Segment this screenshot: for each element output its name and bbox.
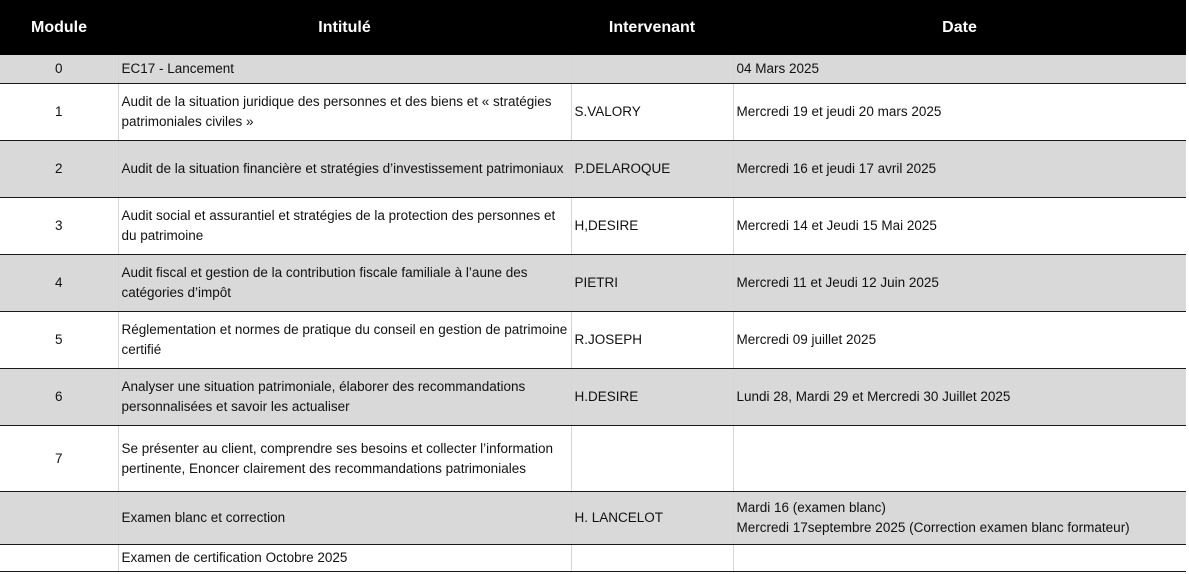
header-row <box>0 0 1186 55</box>
module-cell[interactable]: 1 <box>0 84 118 141</box>
module-cell[interactable]: 6 <box>0 369 118 426</box>
intervenant-cell[interactable] <box>571 55 733 84</box>
module-cell[interactable]: 0 <box>0 55 118 84</box>
table-row <box>0 369 1186 426</box>
header-module: Module <box>0 0 118 55</box>
table-row <box>0 84 1186 141</box>
table-row <box>0 141 1186 198</box>
header-date: Date <box>733 0 1186 55</box>
table-row <box>0 312 1186 369</box>
intervenant-cell[interactable]: H.DESIRE <box>571 369 733 426</box>
intitule-cell[interactable]: Réglementation et normes de pratique du conseil en gestion de patrimoine certifié <box>118 312 571 369</box>
header-intervenant: Intervenant <box>571 0 733 55</box>
table-row <box>0 198 1186 255</box>
date-line: Mardi 16 (examen blanc) <box>736 500 886 515</box>
date-cell[interactable] <box>733 545 1186 572</box>
module-cell[interactable]: 4 <box>0 255 118 312</box>
intervenant-cell[interactable]: H,DESIRE <box>571 198 733 255</box>
intitule-cell[interactable]: Audit de la situation financière et stratégies d’investissement patrimoniaux <box>118 141 571 198</box>
intervenant-cell[interactable]: R.JOSEPH <box>571 312 733 369</box>
intitule-cell[interactable]: Audit social et assurantiel et stratégies de la protection des personnes et du patrimoine <box>118 198 571 255</box>
module-cell[interactable]: 5 <box>0 312 118 369</box>
date-cell[interactable]: Mercredi 09 juillet 2025 <box>733 312 1186 369</box>
module-cell[interactable] <box>0 492 118 545</box>
table-row <box>0 545 1186 572</box>
intitule-cell[interactable]: Se présenter au client, comprendre ses besoins et collecter l’information pertinente, Enoncer clairement des recommandations patrimoniales <box>118 426 571 492</box>
table-row <box>0 255 1186 312</box>
date-cell[interactable]: 04 Mars 2025 <box>733 55 1186 84</box>
date-cell[interactable]: Mercredi 11 et Jeudi 12 Juin 2025 <box>733 255 1186 312</box>
header-intitule: Intitulé <box>118 0 571 55</box>
intervenant-cell[interactable]: H. LANCELOT <box>571 492 733 545</box>
module-cell[interactable]: 3 <box>0 198 118 255</box>
intitule-cell[interactable]: Audit de la situation juridique des personnes et des biens et « stratégies patrimoniales civiles » <box>118 84 571 141</box>
date-cell[interactable] <box>733 492 1186 545</box>
module-cell[interactable]: 2 <box>0 141 118 198</box>
date-cell[interactable]: Mercredi 19 et jeudi 20 mars 2025 <box>733 84 1186 141</box>
intervenant-cell[interactable] <box>571 426 733 492</box>
intitule-cell[interactable]: Analyser une situation patrimoniale, élaborer des recommandations personnalisées et savoir les actualiser <box>118 369 571 426</box>
intitule-cell[interactable]: Audit fiscal et gestion de la contribution fiscale familiale à l’aune des catégories d’impôt <box>118 255 571 312</box>
intervenant-cell[interactable]: PIETRI <box>571 255 733 312</box>
date-cell[interactable]: Mercredi 14 et Jeudi 15 Mai 2025 <box>733 198 1186 255</box>
intitule-cell[interactable]: Examen blanc et correction <box>118 492 571 545</box>
date-cell[interactable]: Mercredi 16 et jeudi 17 avril 2025 <box>733 141 1186 198</box>
intitule-cell[interactable]: Examen de certification Octobre 2025 <box>118 545 571 572</box>
table-row <box>0 55 1186 84</box>
date-cell[interactable]: Lundi 28, Mardi 29 et Mercredi 30 Juillet 2025 <box>733 369 1186 426</box>
date-line: Mercredi 17septembre 2025 (Correction examen blanc formateur) <box>736 520 1130 535</box>
intitule-cell[interactable]: EC17 - Lancement <box>118 55 571 84</box>
intervenant-cell[interactable] <box>571 545 733 572</box>
date-cell[interactable] <box>733 426 1186 492</box>
table-row <box>0 426 1186 492</box>
module-cell[interactable]: 7 <box>0 426 118 492</box>
table-row <box>0 492 1186 545</box>
module-cell[interactable] <box>0 545 118 572</box>
intervenant-cell[interactable]: S.VALORY <box>571 84 733 141</box>
intervenant-cell[interactable]: P.DELAROQUE <box>571 141 733 198</box>
